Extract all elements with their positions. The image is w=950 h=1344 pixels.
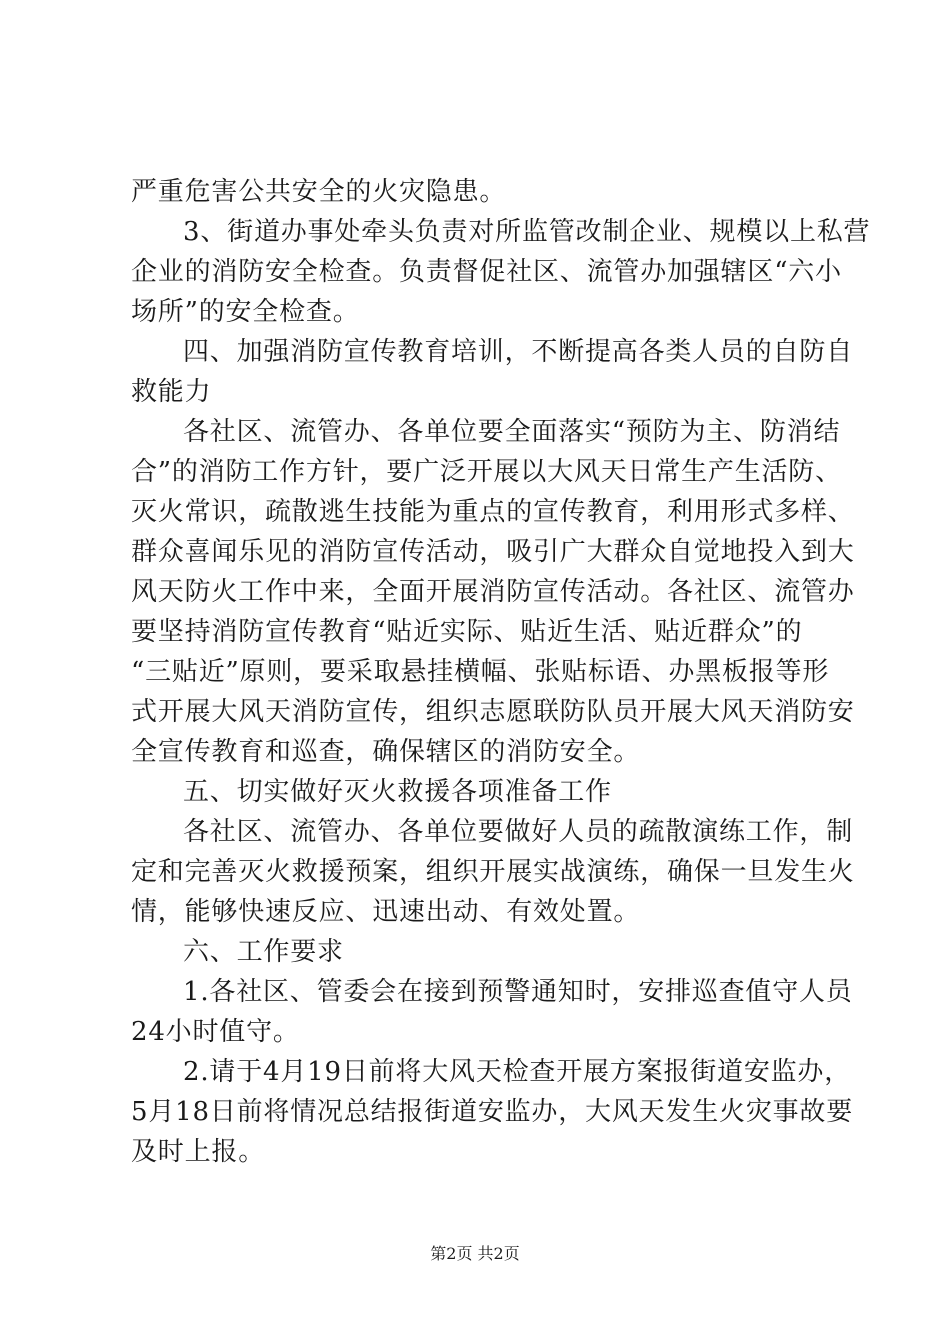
body-line-13: “三贴近”原则，要采取悬挂横幅、张贴标语、办黑板报等形 <box>131 657 830 687</box>
body-line-1: 严重危害公共安全的火灾隐患。 <box>131 177 507 207</box>
document-body <box>131 172 871 1172</box>
body-line-10: 群众喜闻乐见的消防宣传活动，吸引广大群众自觉地投入到大 <box>131 537 855 567</box>
list-item-1-cont: 24小时值守。 <box>131 1017 300 1047</box>
list-item-2-cont: 5月18日前将情况总结报街道安监办，大风天发生火灾事故要 <box>131 1097 854 1127</box>
body-line-7: 各社区、流管办、各单位要全面落实“预防为主、防消结 <box>183 417 841 447</box>
section-heading-4: 四、加强消防宣传教育培训，不断提高各类人员的自防自 <box>183 337 854 367</box>
page-number-footer: 第2页 共2页 <box>430 1244 520 1263</box>
body-line-12: 要坚持消防宣传教育“贴近实际、贴近生活、贴近群众”的 <box>131 617 803 647</box>
body-line-9: 灭火常识，疏散逃生技能为重点的宣传教育，利用形式多样、 <box>131 497 855 527</box>
body-line-19: 情，能够快速反应、迅速出动、有效处置。 <box>131 897 641 927</box>
body-line-17: 各社区、流管办、各单位要做好人员的疏散演练工作，制 <box>183 817 854 847</box>
list-item-2-end: 及时上报。 <box>131 1137 266 1167</box>
body-line-8: 合”的消防工作方针，要广泛开展以大风天日常生产生活防、 <box>131 457 842 487</box>
body-line-4: 场所”的安全检查。 <box>131 297 360 327</box>
body-line-18: 定和完善灭火救援预案，组织开展实战演练，确保一旦发生火 <box>131 857 855 887</box>
list-item-1: 1.各社区、管委会在接到预警通知时，安排巡查值守人员 <box>183 977 853 1007</box>
body-line-14: 式开展大风天消防宣传，组织志愿联防队员开展大风天消防安 <box>131 697 855 727</box>
body-line-15: 全宣传教育和巡查，确保辖区的消防安全。 <box>131 737 641 767</box>
body-line-2: 3、街道办事处牵头负责对所监管改制企业、规模以上私营 <box>183 217 871 247</box>
section-heading-6: 六、工作要求 <box>183 937 344 967</box>
section-heading-4-cont: 救能力 <box>131 377 212 407</box>
body-line-3: 企业的消防安全检查。负责督促社区、流管办加强辖区“六小 <box>131 257 842 287</box>
body-line-11: 风天防火工作中来，全面开展消防宣传活动。各社区、流管办 <box>131 577 855 607</box>
section-heading-5: 五、切实做好灭火救援各项准备工作 <box>183 777 612 807</box>
list-item-2: 2.请于4月19日前将大风天检查开展方案报街道安监办， <box>183 1057 852 1087</box>
